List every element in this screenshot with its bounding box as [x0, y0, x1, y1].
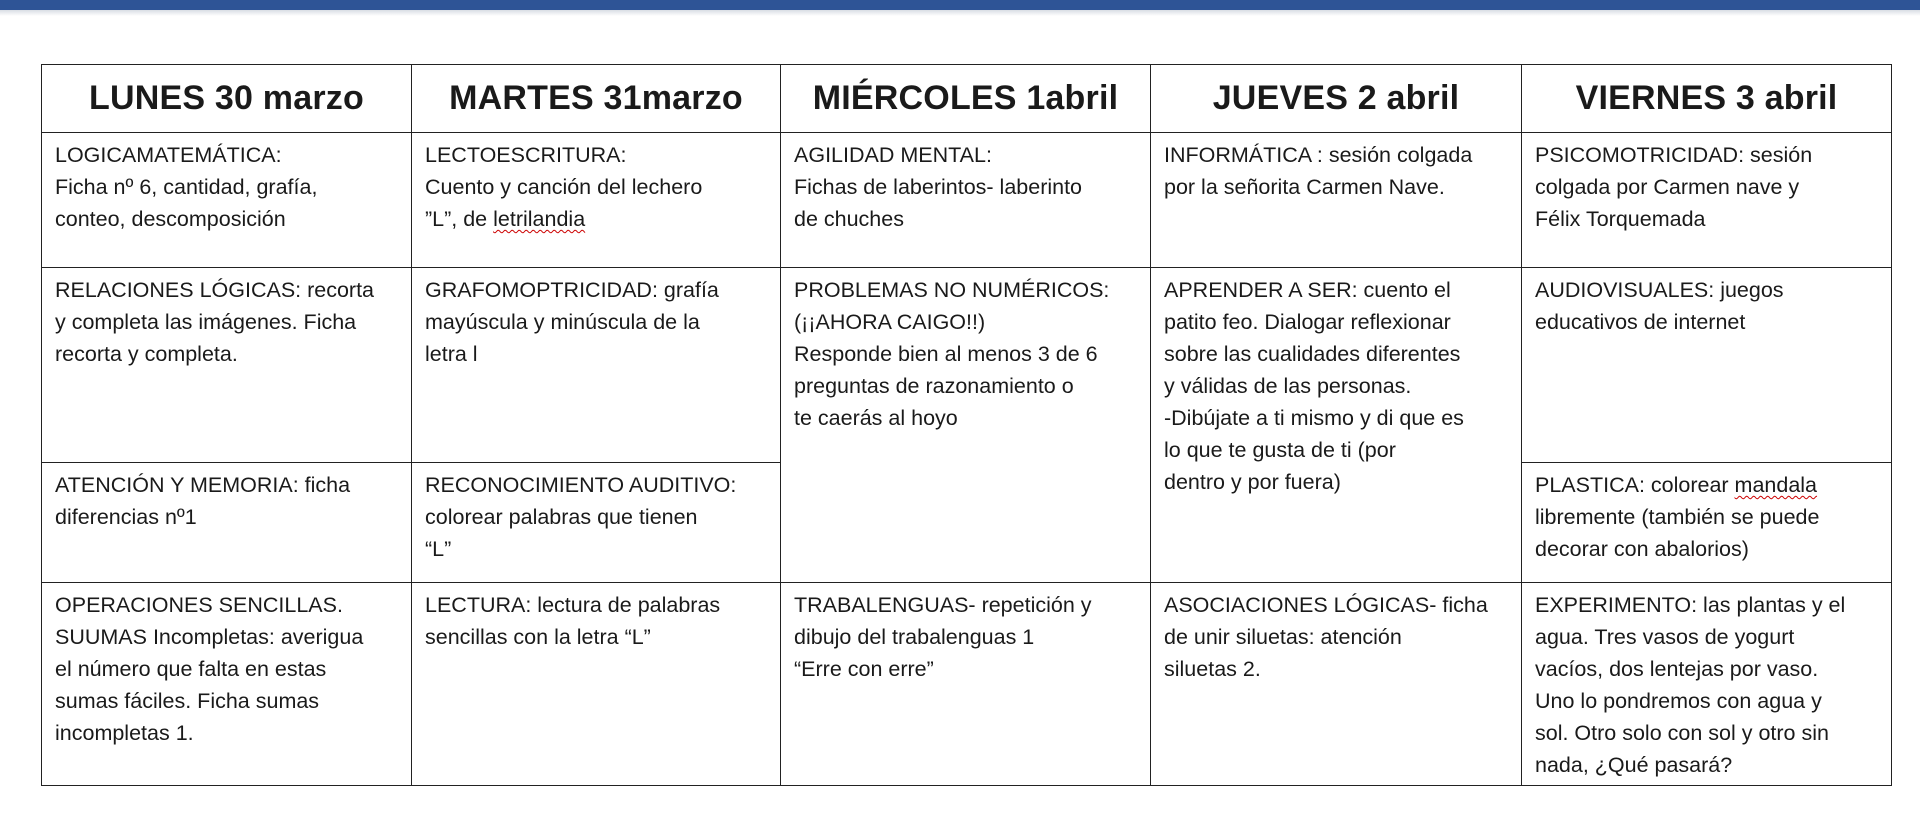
activity-text: ASOCIACIONES LÓGICAS- ficha de unir siluetas: atención siluetas 2. [1164, 593, 1488, 681]
table-row [42, 583, 1892, 786]
activity-cell-lunes-3 [42, 463, 412, 583]
activity-cell-viernes-4 [1522, 583, 1892, 786]
activity-text-part: libremente (también se puede decorar con abalorios) [1535, 505, 1820, 561]
activity-cell-miercoles-4 [781, 583, 1151, 786]
activity-text: ATENCIÓN Y MEMORIA: ficha diferencias nº1 [55, 473, 351, 529]
weekly-schedule-table [41, 64, 1892, 786]
activity-cell-miercoles-2 [781, 268, 1151, 583]
spellcheck-underlined-word: mandala [1734, 473, 1818, 497]
activity-text [425, 139, 770, 235]
activity-text: RELACIONES LÓGICAS: recorta y completa las imágenes. Ficha recorta y completa. [55, 278, 375, 366]
activity-cell-jueves-4 [1151, 583, 1522, 786]
activity-cell-martes-4 [412, 583, 781, 786]
activity-text: TRABALENGUAS- repetición y dibujo del trabalenguas 1 “Erre con erre” [794, 593, 1092, 681]
day-header-martes: MARTES 31marzo [412, 65, 781, 133]
day-header-jueves: JUEVES 2 abril [1151, 65, 1522, 133]
activity-text: PROBLEMAS NO NUMÉRICOS: (¡¡AHORA CAIGO!!) Responde bien al menos 3 de 6 preguntas de razonamiento o te caerás al hoyo [794, 278, 1110, 430]
activity-text: AGILIDAD MENTAL: Fichas de laberintos- laberinto de chuches [794, 143, 1083, 231]
activity-cell-lunes-2 [42, 268, 412, 463]
activity-cell-viernes-1 [1522, 133, 1892, 268]
activity-cell-viernes-3 [1522, 463, 1892, 583]
activity-text: EXPERIMENTO: las plantas y el agua. Tres vasos de yogurt vacíos, dos lentejas por vaso. Uno lo pondremos con agua y sol. Otro solo con sol y otro sin nada, ¿Qué pasará? [1535, 593, 1846, 777]
table-row [42, 133, 1892, 268]
activity-cell-martes-1 [412, 133, 781, 268]
table-row [42, 268, 1892, 463]
activity-cell-martes-3 [412, 463, 781, 583]
activity-cell-jueves-1 [1151, 133, 1522, 268]
top-bar-shadow [0, 10, 1920, 16]
activity-cell-jueves-2 [1151, 268, 1522, 583]
activity-text: APRENDER A SER: cuento el patito feo. Dialogar reflexionar sobre las cualidades diferentes y válidas de las personas. -Dibújate a ti mismo y di que es lo que te gusta de ti (por dentro y por fuera) [1164, 278, 1464, 494]
activity-cell-lunes-4 [42, 583, 412, 786]
activity-text: AUDIOVISUALES: juegos educativos de internet [1535, 278, 1784, 334]
activity-text: RECONOCIMIENTO AUDITIVO: colorear palabras que tienen “L” [425, 473, 737, 561]
activity-text: GRAFOMOPTRICIDAD: grafía mayúscula y minúscula de la letra l [425, 278, 719, 366]
activity-text [1535, 469, 1881, 565]
activity-cell-miercoles-1 [781, 133, 1151, 268]
activity-text: INFORMÁTICA : sesión colgada por la señorita Carmen Nave. [1164, 143, 1473, 199]
activity-text: LOGICAMATEMÁTICA: Ficha nº 6, cantidad, grafía, conteo, descomposición [55, 143, 318, 231]
activity-cell-martes-2 [412, 268, 781, 463]
activity-cell-lunes-1 [42, 133, 412, 268]
header-row [42, 65, 1892, 133]
activity-text: LECTURA: lectura de palabras sencillas con la letra “L” [425, 593, 721, 649]
day-header-miercoles: MIÉRCOLES 1abril [781, 65, 1151, 133]
day-header-viernes: VIERNES 3 abril [1522, 65, 1892, 133]
activity-cell-viernes-2 [1522, 268, 1892, 463]
activity-text: PSICOMOTRICIDAD: sesión colgada por Carmen nave y Félix Torquemada [1535, 143, 1813, 231]
activity-text-part: PLASTICA: colorear [1535, 473, 1735, 497]
activity-text: OPERACIONES SENCILLAS. SUUMAS Incompletas: averigua el número que falta en estas sumas fáciles. Ficha sumas incompletas 1. [55, 593, 364, 745]
activity-text-part: LECTOESCRITURA: Cuento y canción del lechero ”L”, de [425, 143, 703, 231]
day-header-lunes: LUNES 30 marzo [42, 65, 412, 133]
spellcheck-underlined-word: letrilandia [493, 207, 586, 231]
window-top-bar [0, 0, 1920, 10]
